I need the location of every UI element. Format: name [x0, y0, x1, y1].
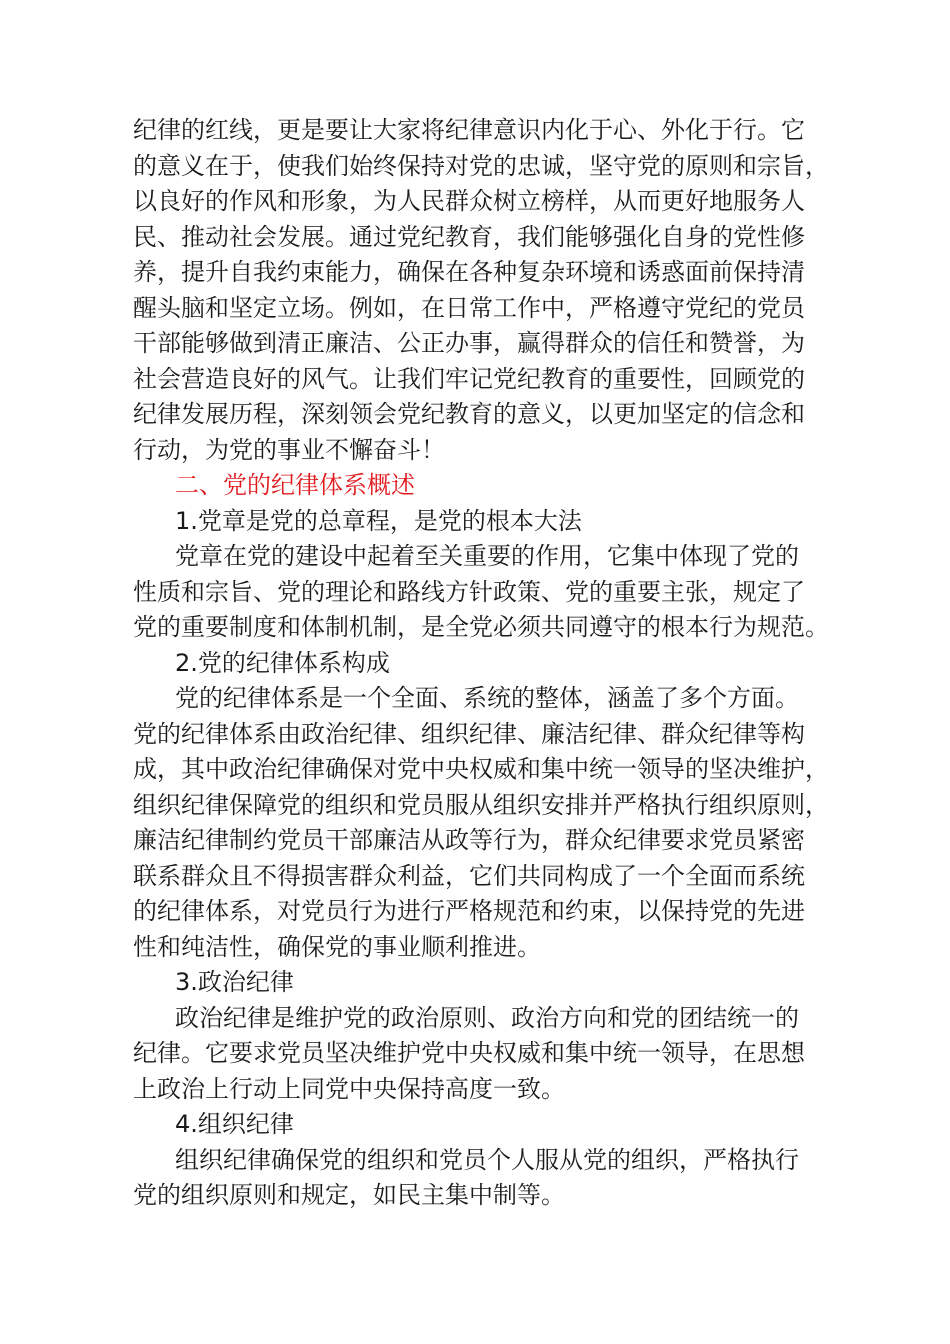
paragraph-line: 联系群众且不得损害群众利益，它们共同构成了一个全面而系统 — [133, 861, 805, 890]
subheading: 1.党章是党的总章程，是党的根本大法 — [175, 506, 582, 535]
subheading: 4.组织纪律 — [175, 1110, 294, 1138]
paragraph-line: 以良好的作风和形象，为人民群众树立榜样，从而更好地服务人 — [133, 187, 805, 215]
paragraph-line: 行动，为党的事业不懈奋斗！ — [133, 435, 445, 464]
paragraph-line: 上政治上行动上同党中央保持高度一致。 — [133, 1074, 565, 1103]
paragraph-line: 政治纪律是维护党的政治原则、政治方向和党的团结统一的 — [175, 1003, 799, 1032]
paragraph-line: 廉洁纪律制约党员干部廉洁从政等行为，群众纪律要求党员紧密 — [133, 826, 805, 854]
document-page — [133, 113, 875, 1214]
paragraph-line: 组织纪律确保党的组织和党员个人服从党的组织，严格执行 — [175, 1145, 799, 1174]
paragraph-line: 民、推动社会发展。通过党纪教育，我们能够强化自身的党性修 — [133, 222, 805, 251]
paragraph-line: 党的重要制度和体制机制，是全党必须共同遵守的根本行为规范。 — [133, 613, 829, 641]
paragraph-line: 党的组织原则和规定，如民主集中制等。 — [133, 1181, 565, 1209]
subheading: 2.党的纪律体系构成 — [175, 648, 390, 677]
paragraph-line: 纪律的红线，更是要让大家将纪律意识内化于心、外化于行。它 — [133, 116, 805, 144]
paragraph-line: 社会营造良好的风气。让我们牢记党纪教育的重要性，回顾党的 — [133, 364, 805, 393]
paragraph-line: 养，提升自我约束能力，确保在各种复杂环境和诱惑面前保持清 — [133, 258, 805, 286]
paragraph-line: 纪律。它要求党员坚决维护党中央权威和集中统一领导，在思想 — [133, 1039, 805, 1067]
paragraph-line: 的纪律体系，对党员行为进行严格规范和约束，以保持党的先进 — [133, 897, 805, 925]
paragraph-line: 组织纪律保障党的组织和党员服从组织安排并严格执行组织原则， — [133, 790, 829, 819]
paragraph-line: 的意义在于，使我们始终保持对党的忠诚，坚守党的原则和宗旨， — [133, 151, 829, 180]
paragraph-line: 性质和宗旨、党的理论和路线方针政策、党的重要主张，规定了 — [133, 577, 805, 606]
paragraph-line: 性和纯洁性，确保党的事业顺利推进。 — [133, 932, 541, 961]
paragraph-line: 党的纪律体系是一个全面、系统的整体，涵盖了多个方面。 — [175, 684, 799, 712]
subheading: 3.政治纪律 — [175, 968, 294, 996]
section-heading: 二、党的纪律体系概述 — [175, 471, 415, 499]
paragraph-line: 党章在党的建设中起着至关重要的作用，它集中体现了党的 — [175, 542, 799, 570]
paragraph-line: 醒头脑和坚定立场。例如，在日常工作中，严格遵守党纪的党员 — [133, 293, 805, 322]
paragraph-line: 纪律发展历程，深刻领会党纪教育的意义，以更加坚定的信念和 — [133, 400, 805, 428]
paragraph-line: 成，其中政治纪律确保对党中央权威和集中统一领导的坚决维护， — [133, 755, 829, 783]
paragraph-line: 干部能够做到清正廉洁、公正办事，赢得群众的信任和赞誉，为 — [133, 329, 805, 357]
paragraph-line: 党的纪律体系由政治纪律、组织纪律、廉洁纪律、群众纪律等构 — [133, 719, 805, 748]
